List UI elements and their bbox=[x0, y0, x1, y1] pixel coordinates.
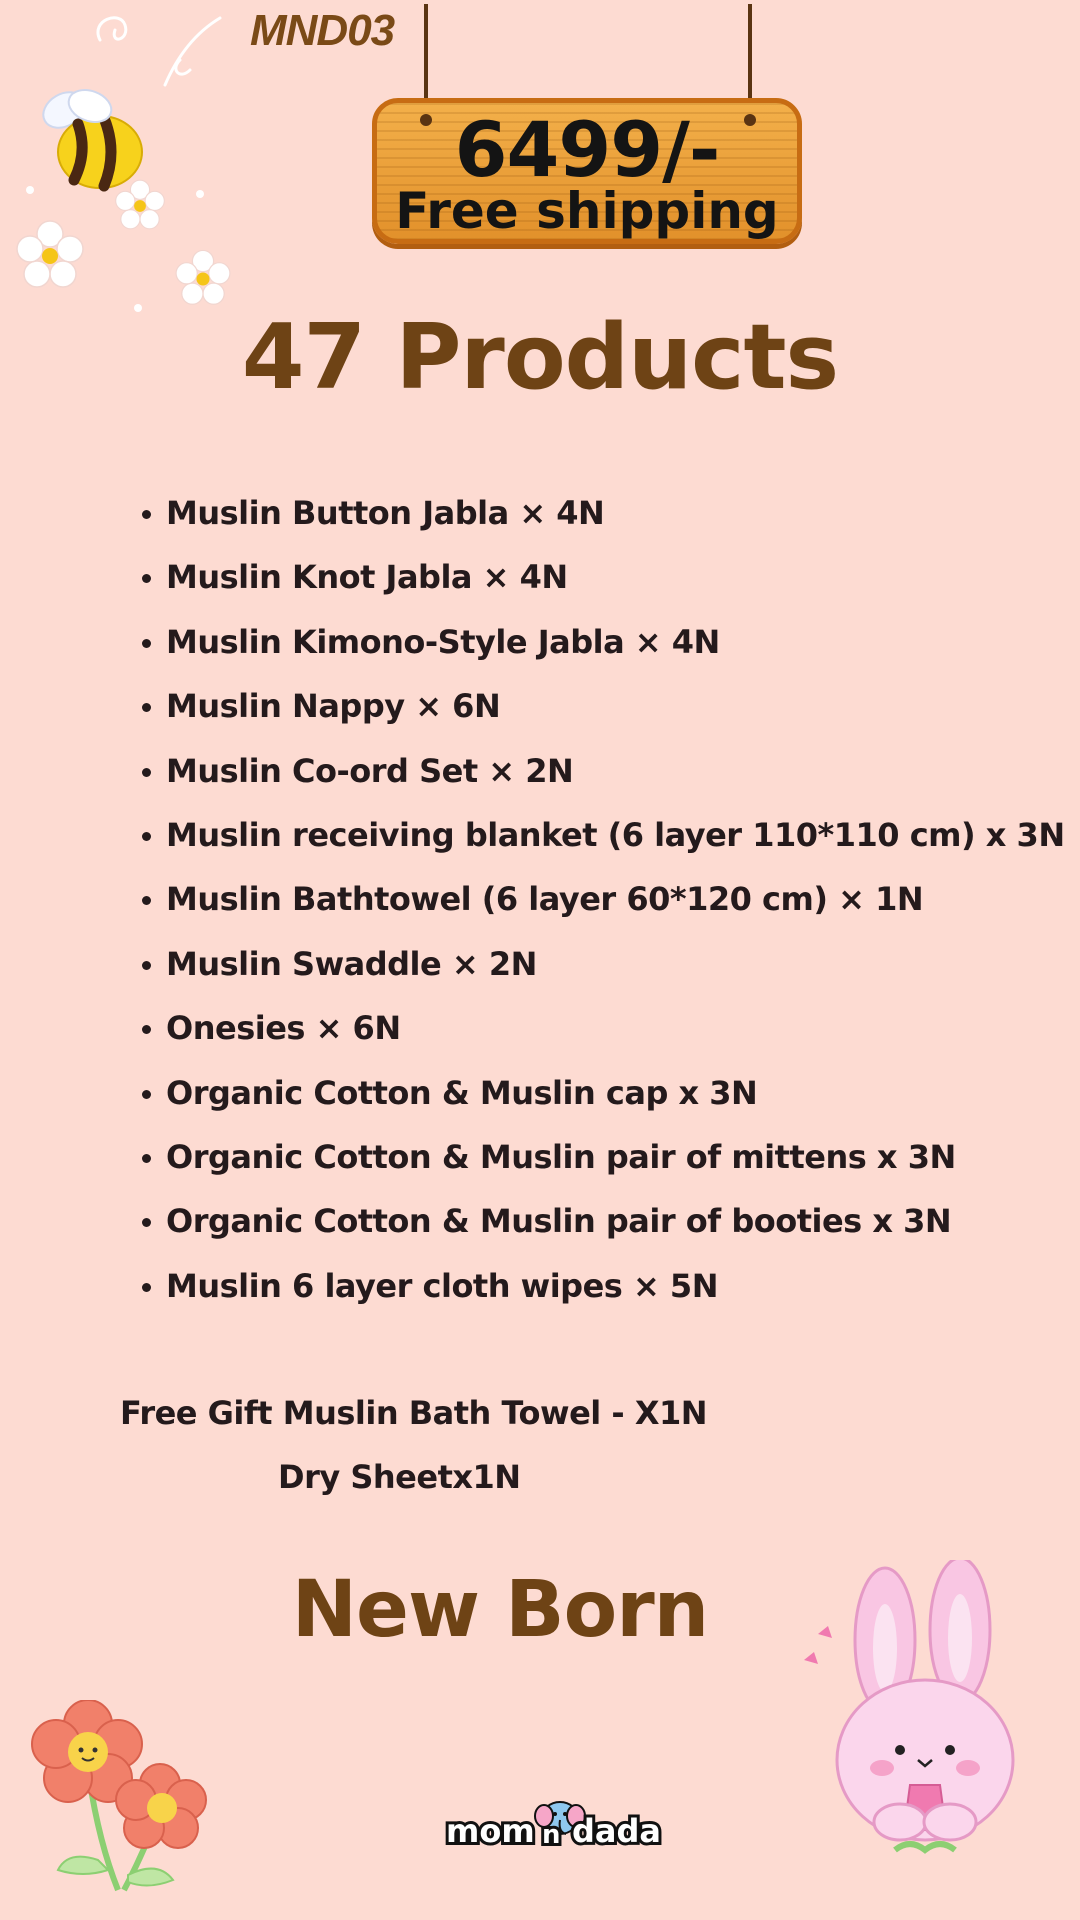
price: 6499/- bbox=[454, 105, 720, 194]
list-item: Muslin Bathtowel (6 layer 60*120 cm) × 1N bbox=[138, 873, 1065, 937]
list-item: Muslin 6 layer cloth wipes × 5N bbox=[138, 1260, 1065, 1324]
product-list bbox=[138, 487, 1065, 1324]
sparkle-dots-icon bbox=[20, 180, 220, 320]
shipping-label: Free shipping bbox=[395, 182, 779, 240]
list-item: Organic Cotton & Muslin pair of mittens x 3N bbox=[138, 1131, 1065, 1195]
list-item: Muslin Kimono-Style Jabla × 4N bbox=[138, 616, 1065, 680]
sign-nail-right bbox=[744, 114, 756, 126]
bunny-icon bbox=[800, 1560, 1040, 1870]
list-item: Muslin Swaddle × 2N bbox=[138, 938, 1065, 1002]
bee-icon bbox=[30, 72, 150, 192]
list-item: Muslin Nappy × 6N bbox=[138, 680, 1065, 744]
category-title: New Born bbox=[291, 1565, 709, 1655]
product-code: MND03 bbox=[250, 6, 395, 55]
brand-mom: mom bbox=[446, 1812, 535, 1850]
list-item: Muslin Knot Jabla × 4N bbox=[138, 551, 1065, 615]
list-item: Onesies × 6N bbox=[138, 1002, 1065, 1066]
products-title: 47 Products bbox=[241, 305, 839, 410]
list-item: Muslin Co-ord Set × 2N bbox=[138, 745, 1065, 809]
free-gift-text: Free Gift Muslin Bath Towel - X1N bbox=[120, 1394, 708, 1432]
list-item: Muslin Button Jabla × 4N bbox=[138, 487, 1065, 551]
list-item: Organic Cotton & Muslin cap x 3N bbox=[138, 1067, 1065, 1131]
dry-sheet-text: Dry Sheetx1N bbox=[278, 1458, 521, 1496]
brand-dada: dada bbox=[572, 1812, 661, 1850]
sign-nail-left bbox=[420, 114, 432, 126]
red-flower-icon bbox=[28, 1700, 228, 1900]
price-sign bbox=[372, 98, 802, 244]
list-item: Organic Cotton & Muslin pair of booties x 3N bbox=[138, 1195, 1065, 1259]
list-item: Muslin receiving blanket (6 layer 110*110 cm) x 3N bbox=[138, 809, 1065, 873]
brand-n: n bbox=[542, 1820, 561, 1850]
brand-logo bbox=[446, 1806, 666, 1856]
